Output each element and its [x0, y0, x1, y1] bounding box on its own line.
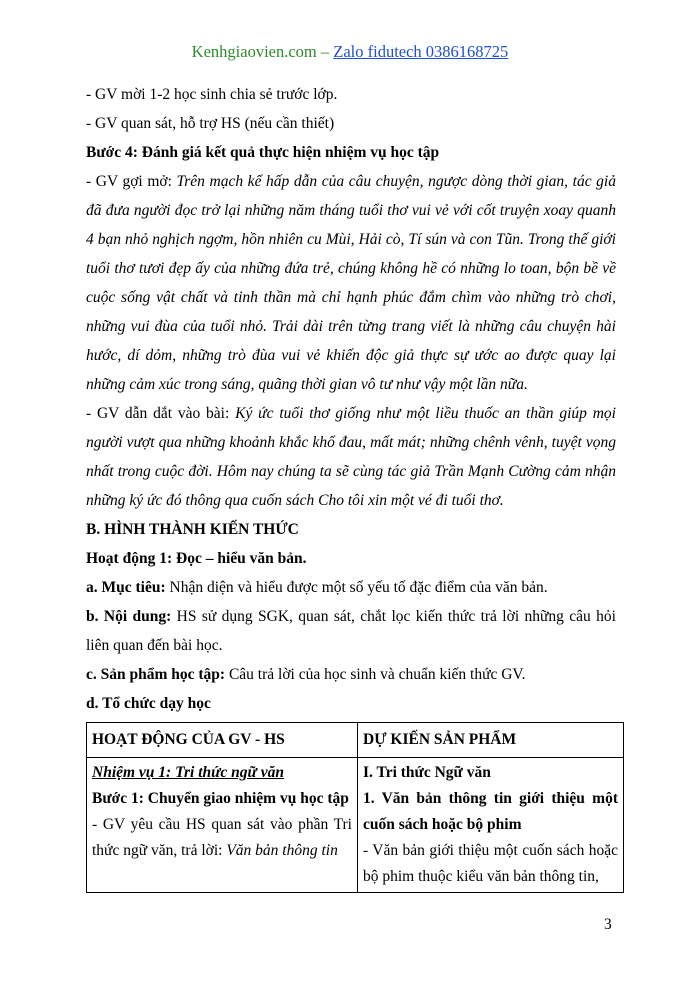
- product-subheading: 1. Văn bản thông tin giới thiệu một cuốn sách hoặc bộ phim: [363, 790, 618, 833]
- content-line: [86, 602, 616, 660]
- paragraph-introduction: [86, 399, 616, 515]
- header-separator: –: [316, 42, 334, 61]
- lesson-table: [86, 722, 624, 893]
- task-text-prefix: - GV yêu cầu HS quan sát vào phần Tri thức ngữ văn, trả lời:: [92, 816, 352, 859]
- organization-heading: d. Tổ chức dạy học: [86, 695, 211, 712]
- page-header: [0, 42, 700, 62]
- product-text: Câu trả lời của học sinh và chuẩn kiến thức GV.: [225, 666, 526, 683]
- step4-heading: Bước 4: Đánh giá kết quả thực hiện nhiệm vụ học tập: [86, 144, 440, 161]
- text-line: - GV mời 1-2 học sinh chia sẻ trước lớp.: [86, 86, 338, 103]
- site-link[interactable]: Kenhgiaovien.com: [191, 42, 317, 61]
- text-line: - GV quan sát, hỗ trợ HS (nếu cần thiết): [86, 115, 335, 132]
- paragraph-prefix: - GV dẫn dắt vào bài:: [86, 405, 236, 422]
- table-cell-product: [358, 758, 624, 893]
- paragraph-italic: Ký ức tuổi thơ giống như một liều thuốc an thần giúp mọi người vượt qua những khoảnh khắc khổ đau, mất mát; những chênh vênh, tuyệt vọng nhất trong cuộc đời. Hôm nay chúng ta sẽ cùng tác giả Trần Mạnh Cường cảm nhận những ký ức đó thông qua cuốn sách Cho tôi xin một vé đi tuổi thơ.: [86, 405, 616, 509]
- objective-line: [86, 573, 616, 602]
- paragraph-italic: Trên mạch kể hấp dẫn của câu chuyện, ngược dòng thời gian, tác giả đã đưa người đọc trở lại những năm tháng tuổi thơ vui vẻ với cốt truyện xoay quanh 4 bạn nhỏ nghịch ngợm, hồn nhiên cu Mùi, Hải cò, Tí sún và con Tũn. Trong thế giới tuổi thơ tươi đẹp ấy của những đứa trẻ, chúng không hề có những lo toan, bộn bề về cuộc sống vật chất và tinh thần mà chỉ hạnh phúc đắm chìm vào những trò chơi, những vui đùa của tuổi nhỏ. Trải dài trên từng trang viết là những câu chuyện hài hước, dí dỏm, những trò đùa vui vẻ khiến độc giả thực sự ước ao được quay lại những cảm xúc trong sáng, quãng thời gian vô tư như vậy một lần nữa.: [86, 173, 616, 393]
- content-text: HS sử dụng SGK, quan sát, chắt lọc kiến thức trả lời những câu hỏi liên quan đến bài học.: [86, 608, 616, 654]
- table-row: [87, 758, 624, 893]
- table-cell-activity: [87, 758, 358, 893]
- objective-text: Nhận diện và hiểu được một số yếu tố đặc điểm của văn bản.: [165, 579, 548, 596]
- paragraph-prefix: - GV gợi mở:: [86, 173, 177, 190]
- step1-title: Bước 1: Chuyển giao nhiệm vụ học tập: [92, 790, 349, 807]
- activity-heading: Hoạt động 1: Đọc – hiểu văn bản.: [86, 550, 307, 567]
- objective-label: a. Mục tiêu:: [86, 579, 166, 596]
- paragraph-suggestion: [86, 167, 616, 399]
- page-number: 3: [604, 916, 612, 933]
- task-title: Nhiệm vụ 1: Tri thức ngữ văn: [92, 764, 284, 781]
- task-text: [92, 812, 352, 864]
- product-line: [86, 660, 616, 689]
- section-heading: B. HÌNH THÀNH KIẾN THỨC: [86, 521, 299, 538]
- table-header-row: [87, 723, 624, 758]
- table-header-activity: HOẠT ĐỘNG CỦA GV - HS: [87, 723, 358, 758]
- document-body: [86, 80, 616, 893]
- zalo-link[interactable]: Zalo fidutech 0386168725: [333, 42, 509, 61]
- table-header-product: DỰ KIẾN SẢN PHẨM: [358, 723, 624, 758]
- task-text-italic: Văn bản thông tin: [226, 842, 338, 859]
- product-heading: I. Tri thức Ngữ văn: [363, 764, 491, 781]
- content-label: b. Nội dung:: [86, 608, 172, 625]
- product-text: - Văn bản giới thiệu một cuốn sách hoặc bộ phim thuộc kiểu văn bản thông tin,: [363, 842, 618, 885]
- product-label: c. Sản phẩm học tập:: [86, 666, 226, 683]
